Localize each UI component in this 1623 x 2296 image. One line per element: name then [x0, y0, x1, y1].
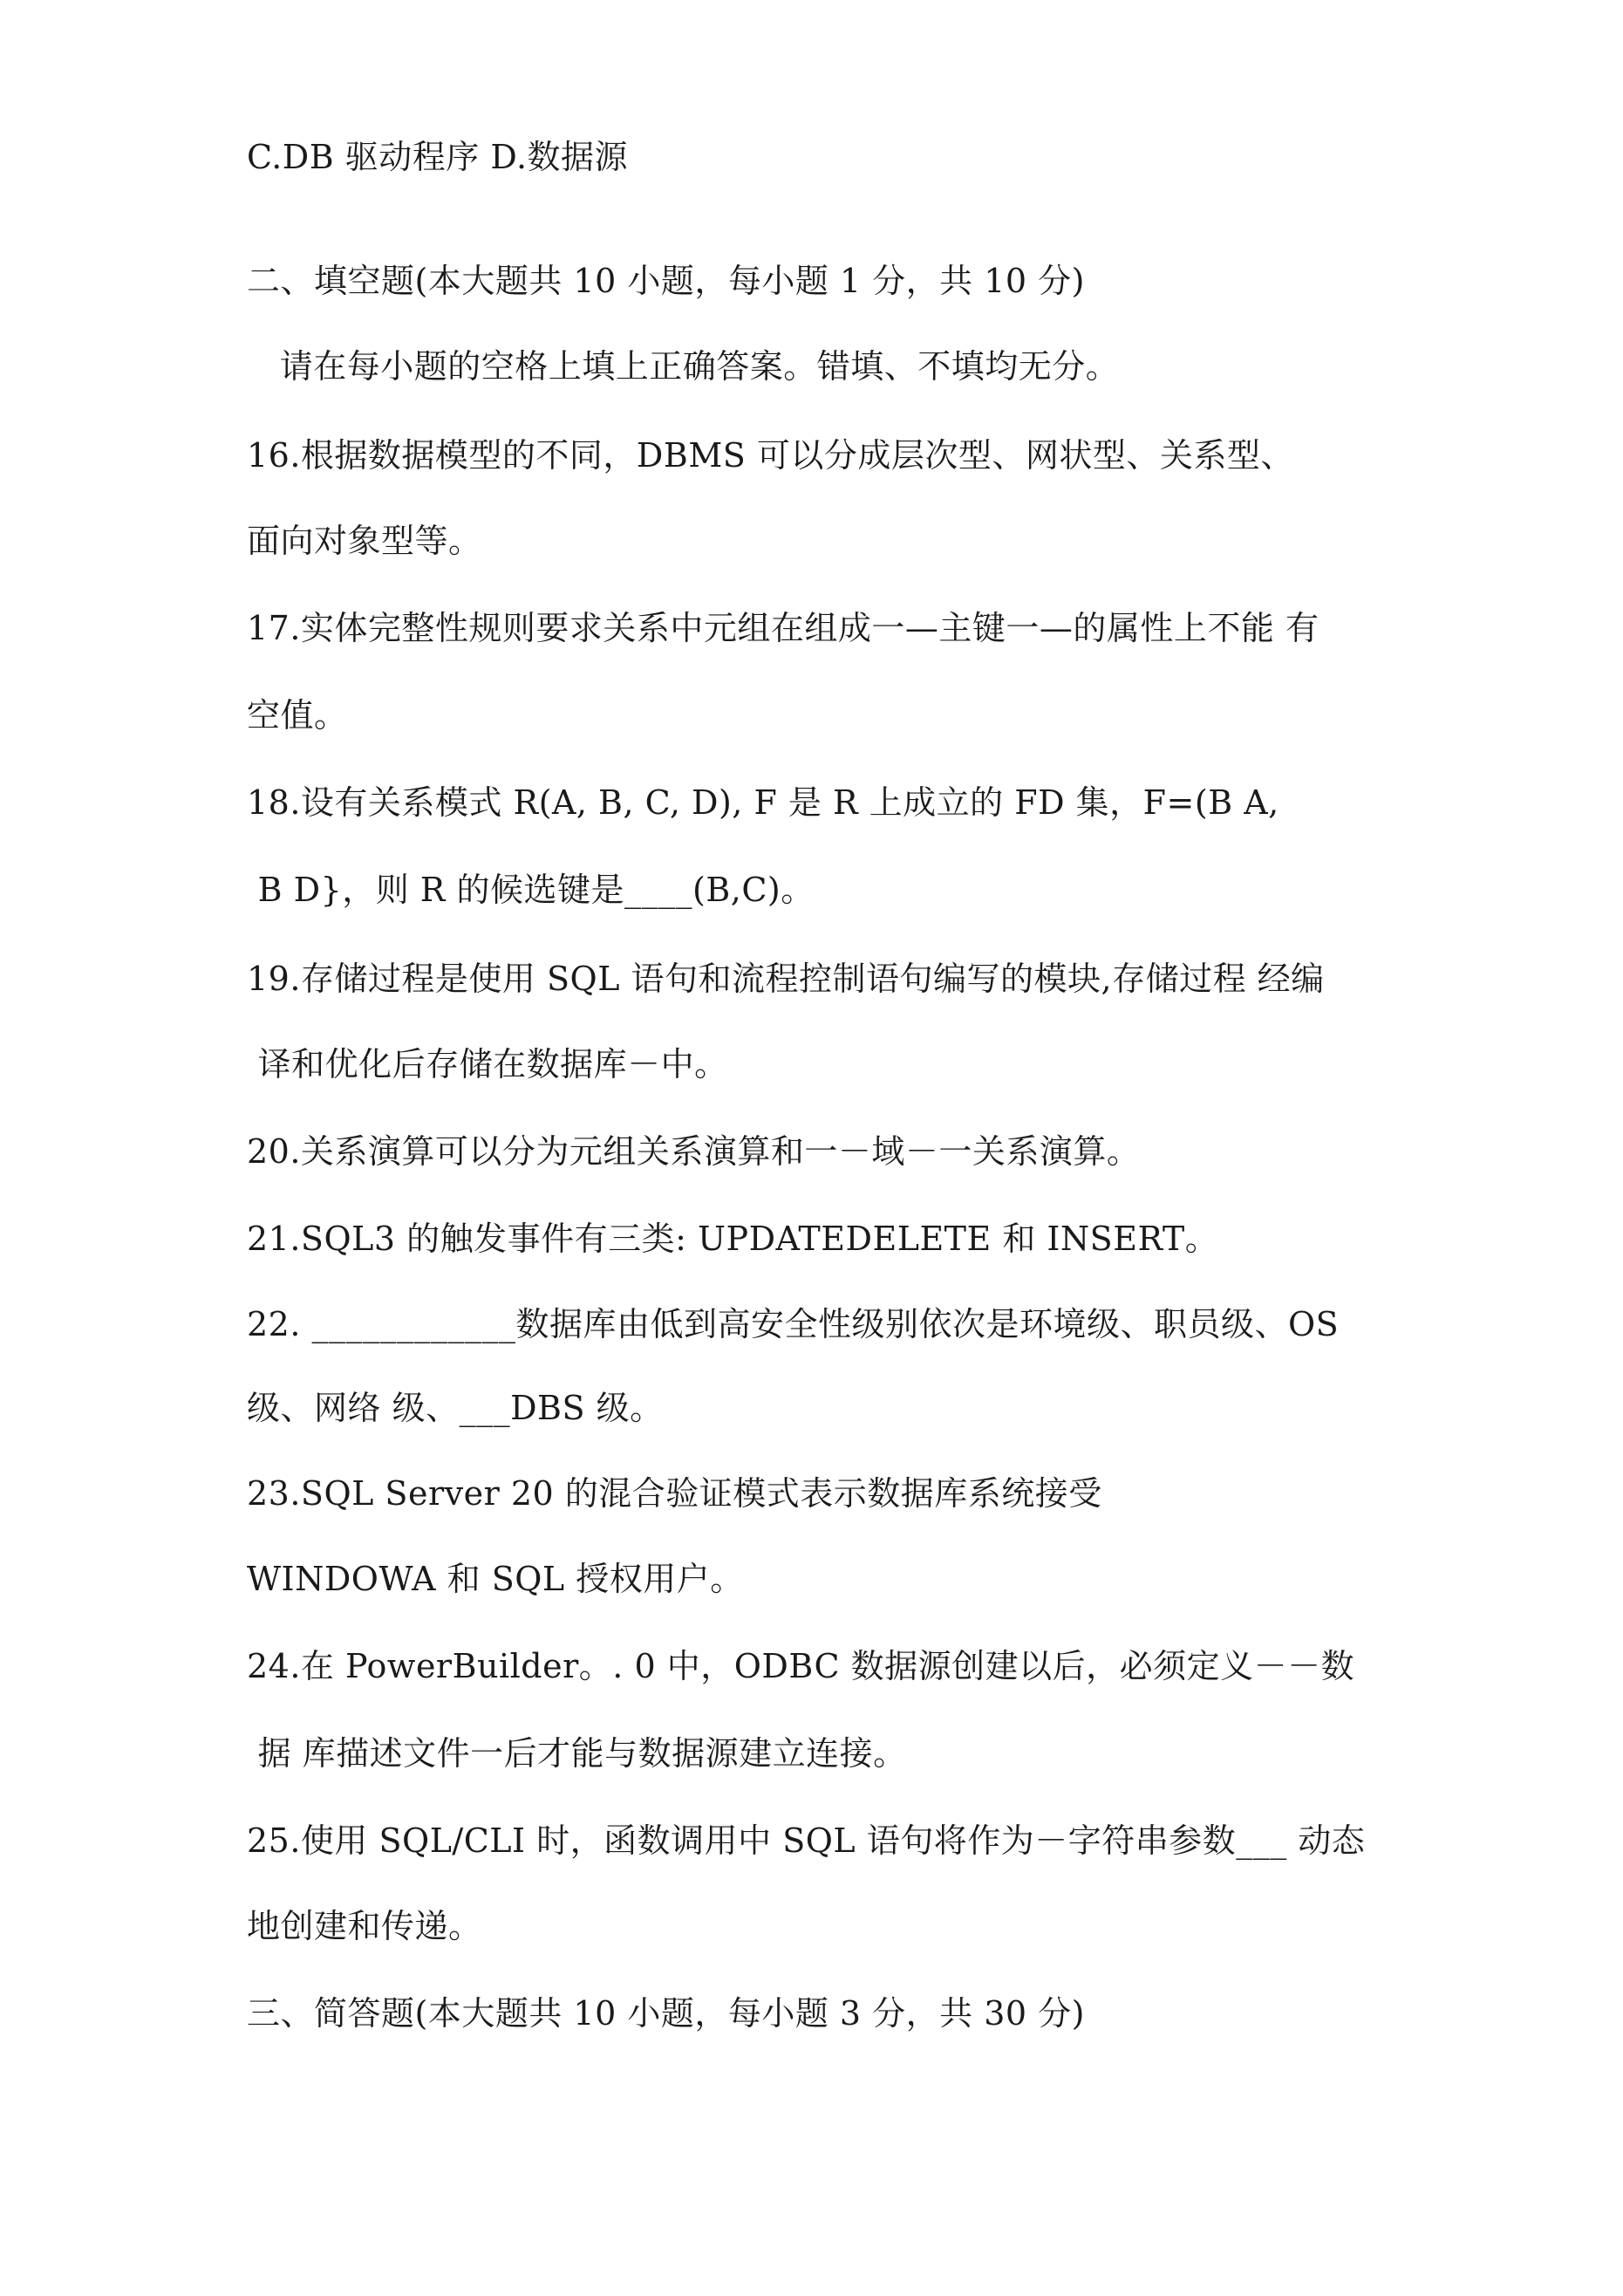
- question-23-line-1: 23.SQL Server 20 的混合验证模式表示数据库系统接受: [247, 1474, 1102, 1513]
- section-instructions: 请在每小题的空格上填上正确答案。错填、不填均无分。: [247, 347, 1120, 386]
- section-heading-fill-in: 二、填空题(本大题共 10 小题，每小题 1 分，共 10 分): [247, 262, 1086, 300]
- option-line-cd: C.DB 驱动程序 D.数据源: [247, 138, 629, 176]
- question-19-line-1: 19.存储过程是使用 SQL 语句和流程控制语句编写的模块,存储过程 经编: [247, 960, 1325, 998]
- question-22-line-1: 22. ____________数据库由低到高安全性级别依次是环境级、职员级、OS: [247, 1305, 1340, 1343]
- question-21: 21.SQL3 的触发事件有三类: UPDATEDELETE 和 INSERT。: [247, 1220, 1219, 1258]
- question-16-line-2: 面向对象型等。: [247, 522, 482, 560]
- question-23-line-2: WINDOWA 和 SQL 授权用户。: [247, 1560, 744, 1598]
- question-18-line-2: B D}，则 R 的候选键是____(B,C)。: [247, 871, 815, 909]
- question-17-line-1: 17.实体完整性规则要求关系中元组在组成一—主键一—的属性上不能 有: [247, 609, 1320, 647]
- question-20: 20.关系演算可以分为元组关系演算和一－域－一关系演算。: [247, 1132, 1141, 1171]
- question-25-line-2: 地创建和传递。: [247, 1907, 482, 1945]
- section-heading-short-answer: 三、简答题(本大题共 10 小题，每小题 3 分，共 30 分): [247, 1994, 1086, 2033]
- question-17-line-2: 空值。: [247, 696, 348, 735]
- question-25-line-1: 25.使用 SQL/CLI 时，函数调用中 SQL 语句将作为－字符串参数___ 动态: [247, 1821, 1366, 1860]
- question-24-line-1: 24.在 PowerBuilder。. 0 中，ODBC 数据源创建以后，必须定义－－数: [247, 1647, 1355, 1685]
- question-18-line-1: 18.设有关系模式 R(A, B, C, D), F 是 R 上成立的 FD 集，F=(B A,: [247, 783, 1279, 822]
- question-24-line-2: 据 库描述文件一后才能与数据源建立连接。: [247, 1734, 907, 1773]
- question-19-line-2: 译和优化后存储在数据库－中。: [247, 1045, 728, 1083]
- question-22-line-2: 级、网络 级、___DBS 级。: [247, 1389, 664, 1427]
- question-16-line-1: 16.根据数据模型的不同，DBMS 可以分成层次型、网状型、关系型、: [247, 436, 1294, 475]
